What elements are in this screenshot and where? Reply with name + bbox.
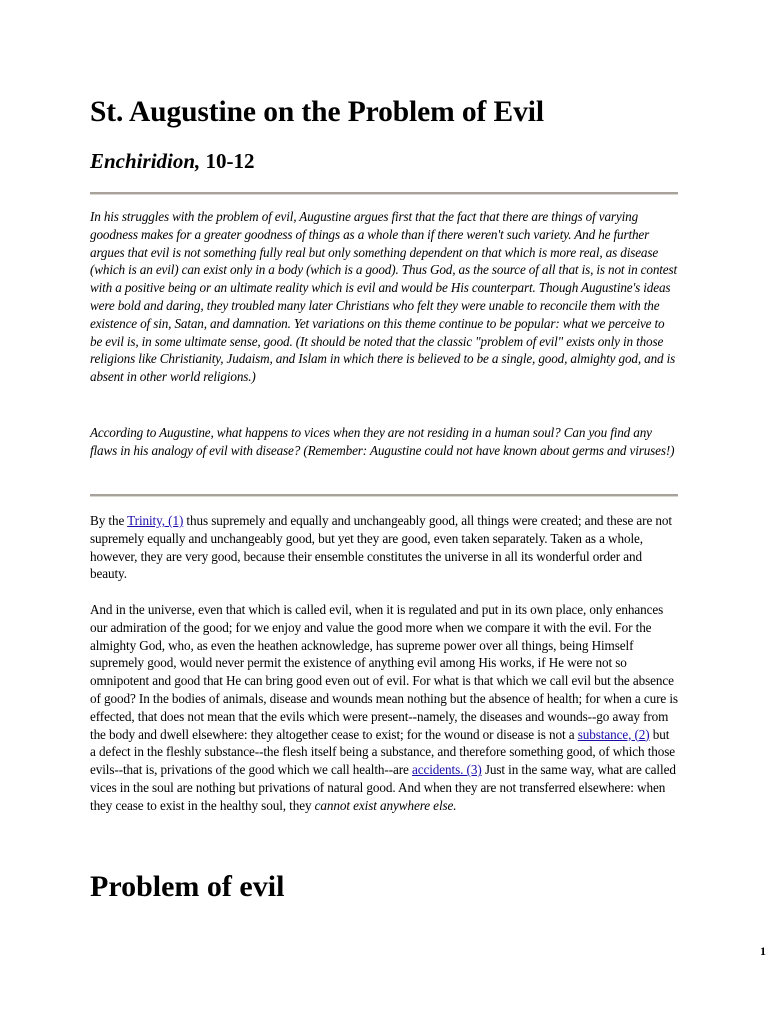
body-text: Just in the same way, what are called vices in the soul are nothing but privations of natural good. And when they are not transferred elsewhere: when they cease to exist in the healthy soul, they xyxy=(90,762,676,813)
subtitle-section-ref: 10-12 xyxy=(200,149,255,173)
horizontal-rule-bottom xyxy=(90,494,678,497)
horizontal-rule-top xyxy=(90,192,678,195)
intro-paragraph-2: According to Augustine, what happens to vices when they are not residing in a human soul? Can you find any flaws in his analogy of evil with disease? (Remember: Augustine could not have known about germs and viruses!) xyxy=(90,425,675,458)
substance-footnote-link[interactable]: substance, (2) xyxy=(577,726,650,742)
page-title: St. Augustine on the Problem of Evil xyxy=(90,96,544,128)
body-text: but a defect in the fleshly substance--the flesh itself being a substance, and therefore something good, of which those evils--that is, privations of the good which we call health--are xyxy=(90,726,676,778)
page-number: 1 xyxy=(760,944,766,958)
body-text: And in the universe, even that which is called evil, when it is regulated and put in its own place, only enhances our admiration of the good; for we enjoy and value the good more when we compare it with the evil. For the almighty God, who, as even the heathen acknowledge, has supreme power over all things, being Himself supremely good, would never permit the existence of anything evil among His works, if He were not so omnipotent and good that He can bring good even out of evil. For what is that which we call evil but the absence of good? In the bodies of animals, disease and wounds mean nothing but the absence of health; for when a cure is effected, that does not mean that the evils which were present--namely, the diseases and wounds--go away from the body and dwell elsewhere: they altogether cease to exist; for the wound or disease is not a xyxy=(90,602,678,742)
section-heading: Problem of evil xyxy=(90,870,285,903)
body-paragraph-1 xyxy=(90,512,678,583)
body-italic-text: cannot exist anywhere else. xyxy=(314,797,457,813)
body-text: thus supremely and equally and unchangeably good, all things were created; and these are not supremely equally and unchangeably good, but yet they are good, even taken separately. Taken as a whole, however, they are very good, because their ensemble constitutes the universe in all its wonderful order and beauty. xyxy=(90,513,672,582)
accidents-footnote-link[interactable]: accidents. (3) xyxy=(411,762,482,778)
body-paragraph-2 xyxy=(90,601,678,815)
trinity-footnote-link[interactable]: Trinity, (1) xyxy=(127,513,184,528)
subtitle-work-name: Enchiridion, xyxy=(90,149,201,173)
intro-paragraph-1: In his struggles with the problem of evil, Augustine argues first that the fact that there are things of varying goodness makes for a greater goodness of things as a whole than if there weren't such variety. And he further argues that evil is not something fully real but only something dependent on that which is more real, as disease (which is an evil) can exist only in a body (which is a good). Thus God, as the source of all that is, is not in contest with a positive being or an ultimate reality which is evil and would be His counterpart. Though Augustine's ideas were bold and daring, they troubled many later Christians who felt they were unable to reconcile them with the existence of sin, Satan, and damnation. Yet variations on this theme continue to be popular: what we perceive to be evil is, in some ultimate sense, good. (It should be noted that the classic "problem of evil" exists only in those religions like Christianity, Judaism, and Islam in which there is believed to be a single, good, almighty god, and is absent in other world religions.) xyxy=(90,209,677,385)
body-text: By the xyxy=(90,513,128,528)
page-subtitle xyxy=(90,149,255,174)
